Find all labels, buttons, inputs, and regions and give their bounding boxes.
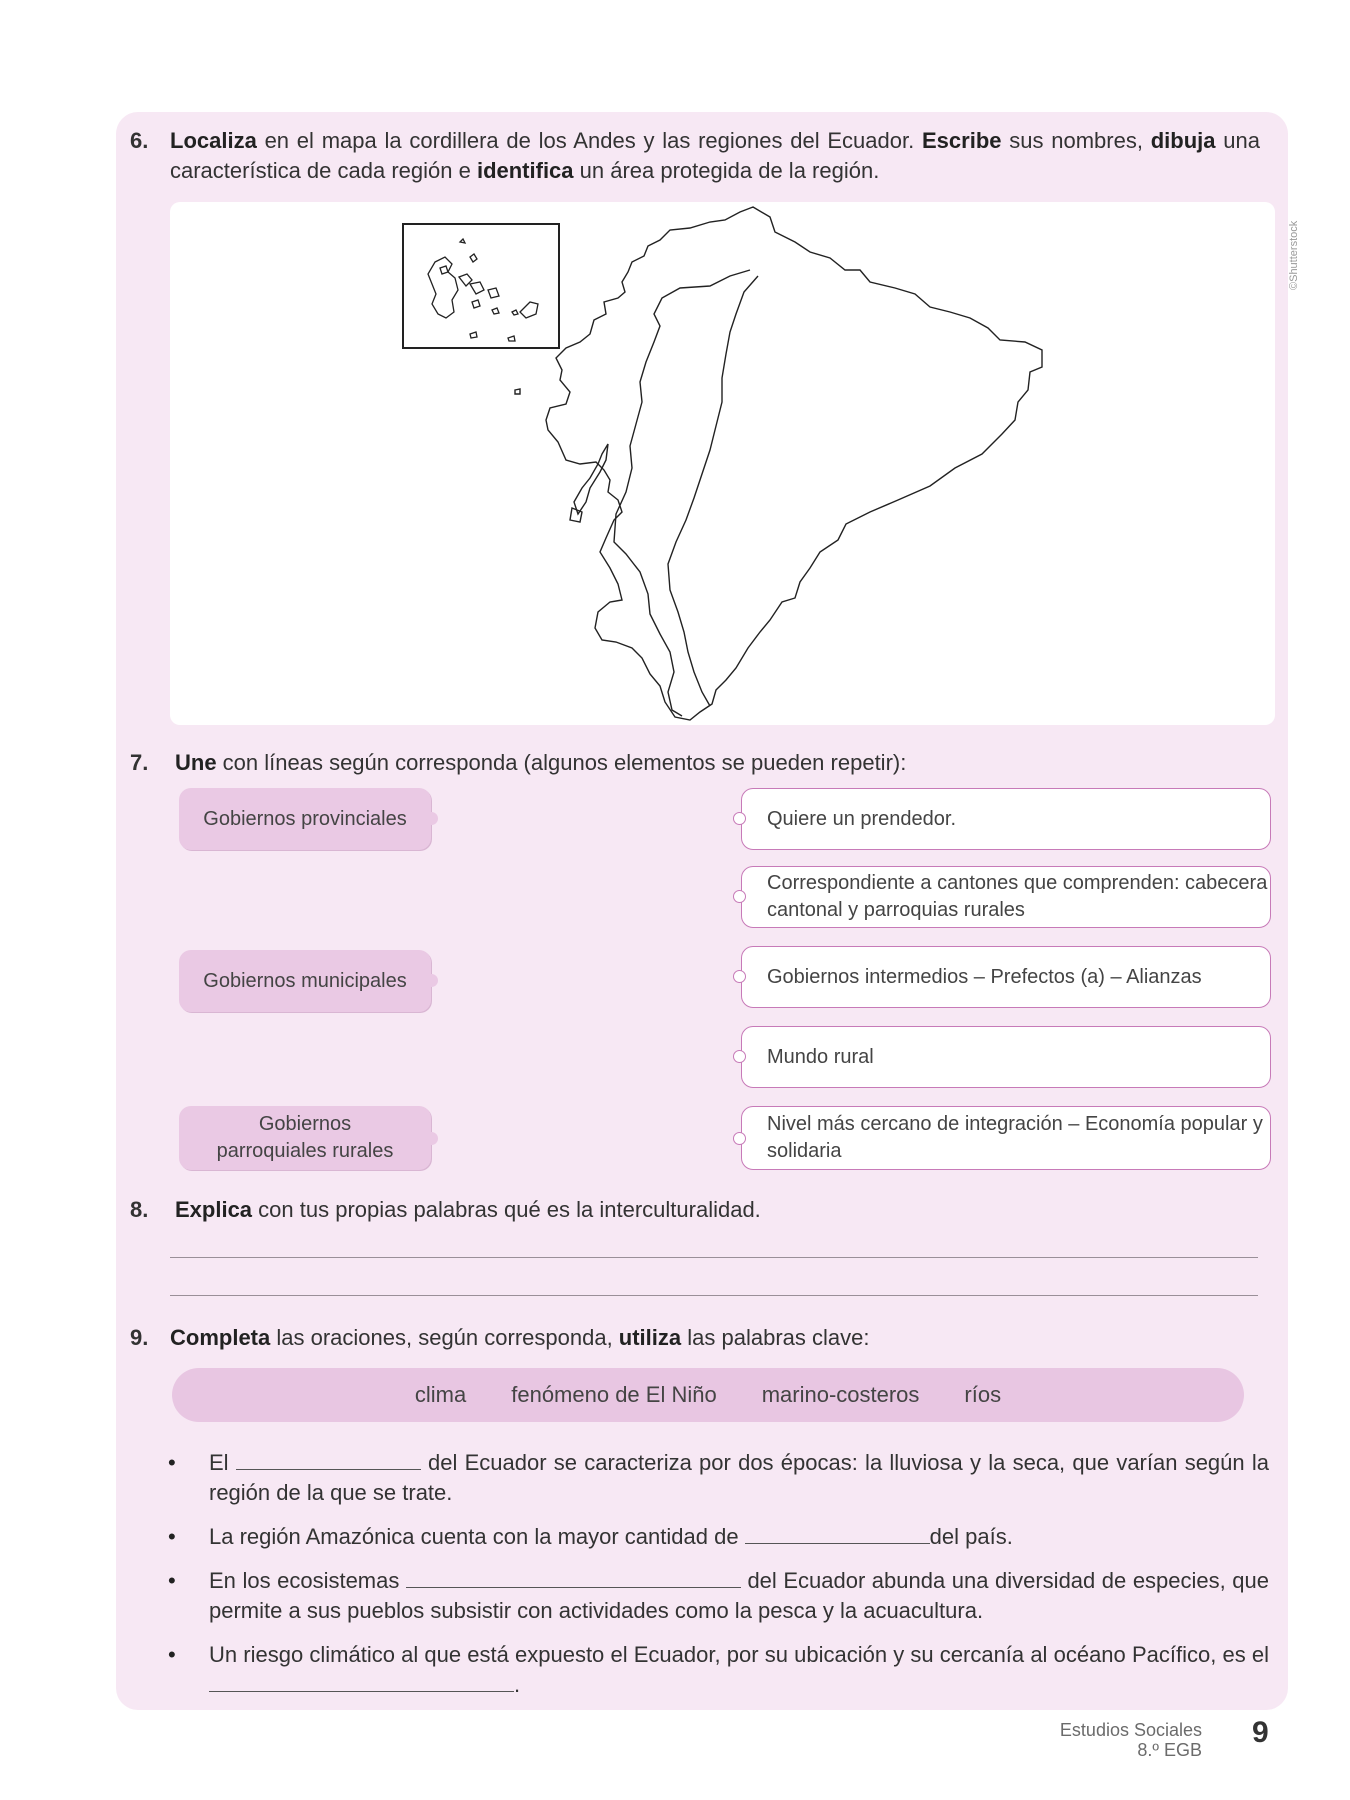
connector-dot-left-2[interactable] — [425, 974, 438, 987]
question-6-number: 6. — [130, 128, 149, 153]
keyword-marino: marino-costeros — [761, 1382, 920, 1407]
ecuador-outline-map — [170, 202, 1275, 725]
connector-dot-left-1[interactable] — [425, 812, 438, 825]
sentence-4: Un riesgo climático al que está expuesto el Ecuador, por su ubicación y su cercanía al océano Pacífico, es el . — [209, 1642, 1269, 1697]
bullet-4: • — [168, 1642, 176, 1667]
question-7-text: Une con líneas según corresponda (algunos elementos se pueden repetir): — [175, 750, 907, 775]
answer-line-1[interactable] — [170, 1257, 1258, 1258]
connector-dot-right-5[interactable] — [733, 1132, 746, 1145]
blank-2[interactable] — [745, 1523, 930, 1544]
keyword-rios: ríos — [964, 1382, 1002, 1407]
keyword-nino: fenómeno de El Niño — [511, 1382, 717, 1407]
bullet-1: • — [168, 1450, 176, 1475]
blank-4[interactable] — [209, 1671, 514, 1692]
grade-label: 8.º EGB — [1137, 1740, 1202, 1760]
left-item-provinciales[interactable]: Gobiernos provinciales — [179, 788, 431, 850]
map-area[interactable] — [170, 202, 1275, 725]
bullet-2: • — [168, 1524, 176, 1549]
blank-1[interactable] — [236, 1449, 421, 1470]
right-item-4[interactable]: Mundo rural — [741, 1026, 1271, 1088]
answer-line-2[interactable] — [170, 1295, 1258, 1296]
right-item-5[interactable]: Nivel más cercano de integración – Economía popular y solidaria — [741, 1106, 1271, 1170]
bullet-3: • — [168, 1568, 176, 1593]
footer-subject — [1060, 1720, 1202, 1760]
galapagos-inset-frame — [403, 224, 559, 348]
sentence-2: La región Amazónica cuenta con la mayor cantidad de del país. — [209, 1524, 1013, 1549]
keyword-clima: clima — [414, 1382, 467, 1407]
question-7-number: 7. — [130, 750, 149, 775]
connector-dot-right-4[interactable] — [733, 1050, 746, 1063]
question-8-number: 8. — [130, 1197, 149, 1222]
blank-3[interactable] — [406, 1567, 741, 1588]
connector-dot-right-2[interactable] — [733, 890, 746, 903]
connector-dot-left-3[interactable] — [425, 1132, 438, 1145]
galapagos-islands — [428, 239, 538, 341]
question-8-text: Explica con tus propias palabras qué es la interculturalidad. — [175, 1197, 761, 1222]
sentence-3: En los ecosistemas del Ecuador abunda una diversidad de especies, que permite a sus pueblos subsistir con actividades como la pesca y la acuacultura. — [209, 1568, 1269, 1623]
page-number: 9 — [1252, 1716, 1269, 1749]
subject-name: Estudios Sociales — [1059, 1720, 1202, 1740]
right-item-3[interactable]: Gobiernos intermedios – Prefectos (a) – Alianzas — [741, 946, 1271, 1008]
right-item-2[interactable]: Correspondiente a cantones que comprenden: cabecera cantonal y parroquias rurales — [741, 866, 1271, 928]
right-item-1[interactable]: Quiere un prendedor. — [741, 788, 1271, 850]
question-9-text: Completa las oraciones, según corresponda, utiliza las palabras clave: — [170, 1325, 870, 1350]
question-6-text: Localiza en el mapa la cordillera de los Andes y las regiones del Ecuador. Escribe sus nombres, dibuja una característica de cada región e identifica un área protegida de la región. — [170, 128, 1260, 183]
left-item-municipales[interactable]: Gobiernos municipales — [179, 950, 431, 1012]
keywords-bar — [172, 1368, 1244, 1422]
mainland-ecuador — [515, 207, 1042, 720]
image-credit: ©Shutterstock — [1288, 220, 1300, 290]
connector-dot-right-3[interactable] — [733, 970, 746, 983]
left-item-parroquiales[interactable]: Gobiernos parroquiales rurales — [179, 1106, 431, 1170]
question-9-number: 9. — [130, 1325, 149, 1350]
connector-dot-right-1[interactable] — [733, 812, 746, 825]
sentence-1: El del Ecuador se caracteriza por dos épocas: la lluviosa y la seca, que varían según la región de la que se trate. — [209, 1450, 1269, 1505]
